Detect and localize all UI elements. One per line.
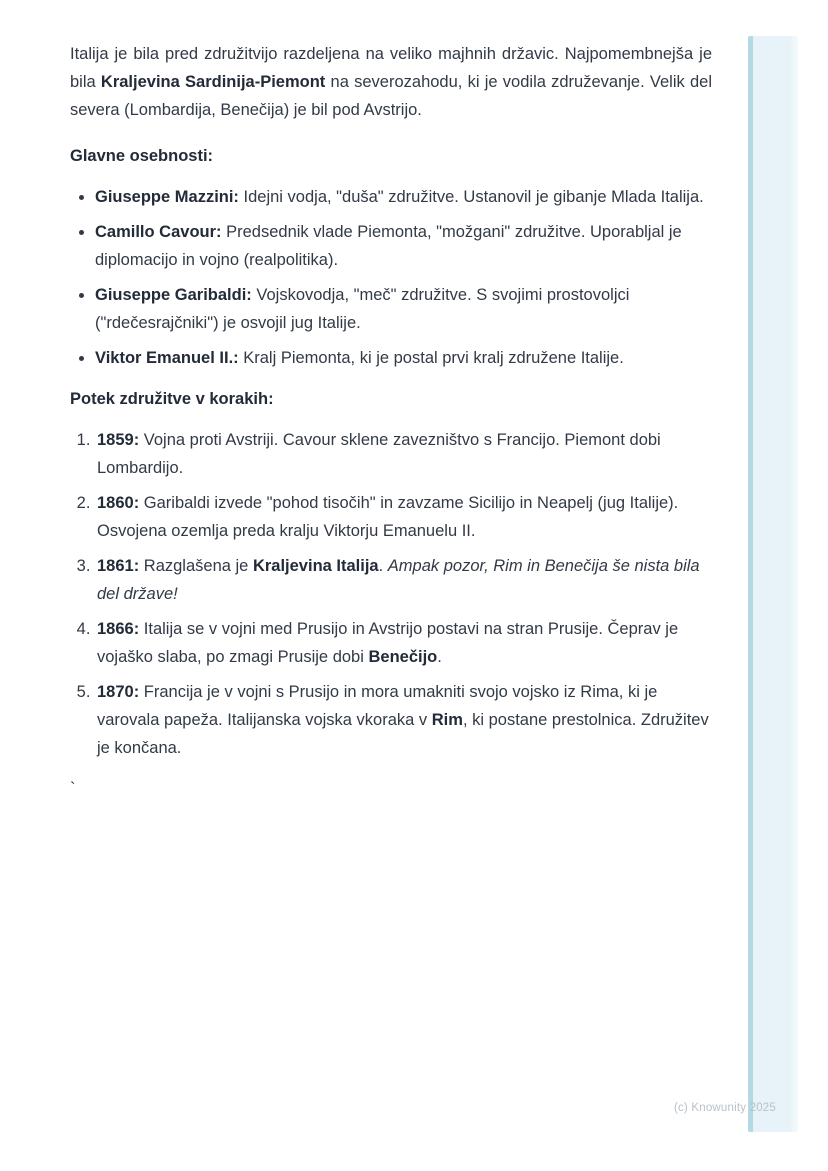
- step-year: 1859:: [97, 431, 140, 449]
- step-item-1870: [95, 678, 712, 762]
- person-description: Predsednik vlade Piemonta, "možgani" združitve. Uporabljal je diplomacijo in vojno (realpolitika).: [95, 223, 682, 269]
- person-name: Giuseppe Garibaldi:: [95, 286, 252, 304]
- personalities-list: [70, 183, 712, 372]
- person-description: Idejni vodja, "duša" združitve. Ustanovil je gibanje Mlada Italija.: [238, 188, 704, 206]
- step-year: 1860:: [97, 494, 140, 512]
- right-edge-highlight-stripe: [748, 36, 798, 1132]
- footer-credit: (c) Knowunity 2025: [673, 1102, 776, 1114]
- intro-bold-kingdom: Kraljevina Sardinija-Piemont: [100, 73, 326, 91]
- step-item-1859: [95, 426, 712, 482]
- list-item-cavour: [95, 218, 712, 274]
- intro-text-after: na severozahodu, ki je vodila združevanje. Velik del severa (Lombardija, Benečija) je bil pod Avstrijo.: [70, 73, 713, 119]
- steps-list: [70, 426, 712, 762]
- step-year: 1866:: [97, 620, 140, 638]
- step-year: 1870:: [97, 683, 140, 701]
- stray-backtick-character: `: [70, 780, 76, 798]
- step-bold-phrase: Rim: [431, 711, 463, 729]
- step-italic-note: Ampak pozor, Rim in Benečija še nista bila del države!: [97, 557, 700, 603]
- section-heading-personalities: Glavne osebnosti:: [70, 147, 214, 165]
- step-year: 1861:: [97, 557, 140, 575]
- step-text: Razglašena je: [139, 557, 253, 575]
- person-name: Giuseppe Mazzini:: [95, 188, 239, 206]
- person-description: Vojskovodja, "meč" združitve. S svojimi prostovoljci ("rdečesrajčniki") je osvojil jug Italije.: [95, 286, 630, 332]
- step-text-tail: .: [437, 648, 442, 666]
- list-item-mazzini: [95, 183, 712, 211]
- step-item-1866: [95, 615, 712, 671]
- list-item-garibaldi: [95, 281, 712, 337]
- step-bold-phrase: Kraljevina Italija: [252, 557, 379, 575]
- step-text-tail: , ki postane prestolnica. Združitev je končana.: [97, 711, 709, 757]
- intro-paragraph: [70, 40, 712, 124]
- step-item-1861: [95, 552, 712, 608]
- step-item-1860: [95, 489, 712, 545]
- person-description: Kralj Piemonta, ki je postal prvi kralj združene Italije.: [238, 349, 624, 367]
- step-bold-phrase: Benečijo: [368, 648, 438, 666]
- intro-text-before: Italija je bila pred združitvijo razdeljena na veliko majhnih državic. Najpomembnejša je bila: [70, 45, 712, 91]
- step-text-mid: .: [378, 557, 388, 575]
- step-text: Vojna proti Avstriji. Cavour sklene zavezništvo s Francijo. Piemont dobi Lombardijo.: [97, 431, 661, 477]
- page-content: [70, 40, 712, 803]
- person-name: Viktor Emanuel II.:: [95, 349, 239, 367]
- step-text: Garibaldi izvede "pohod tisočih" in zavzame Sicilijo in Neapelj (jug Italije). Osvojena ozemlja preda kralju Viktorju Emanuelu II.: [97, 494, 679, 540]
- person-name: Camillo Cavour:: [95, 223, 222, 241]
- step-text: Francija je v vojni s Prusijo in mora umakniti svojo vojsko iz Rima, ki je varovala papeža. Italijanska vojska vkoraka v: [97, 683, 658, 729]
- section-heading-steps: Potek združitve v korakih:: [70, 390, 274, 408]
- list-item-viktor-emanuel: [95, 344, 712, 372]
- step-text: Italija se v vojni med Prusijo in Avstrijo postavi na stran Prusije. Čeprav je vojaško slaba, po zmagi Prusije dobi: [97, 620, 679, 666]
